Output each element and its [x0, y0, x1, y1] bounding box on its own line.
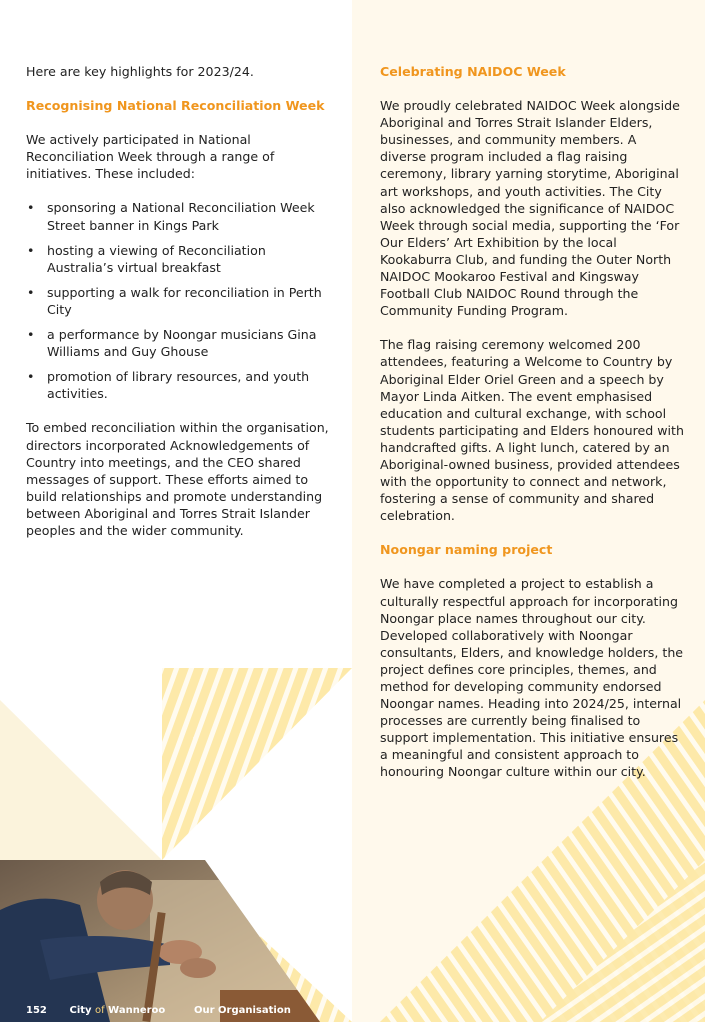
section-name: Our Organisation [194, 1005, 291, 1016]
org-name [69, 1005, 165, 1016]
footer [26, 1005, 291, 1016]
list-item-text: promotion of library resources, and youth activities. [47, 369, 310, 402]
list-item-text: a performance by Noongar musicians Gina Williams and Guy Ghouse [47, 327, 317, 360]
bullet-icon: • [27, 200, 35, 216]
naidoc-paragraph-2: The flag raising ceremony welcomed 200 attendees, featuring a Welcome to Country by Aboriginal Elder Oriel Green and a speech by Mayor Linda Aitken. The event emphasised education and cultural exchange, with school students participating and Elders honoured with handcrafted gifts. A light lunch, catered by an Aboriginal-owned business, provided attendees with the opportunity to connect and network, fostering a sense of community and shared celebration. [380, 337, 684, 524]
right-column [380, 63, 685, 798]
bullet-icon: • [27, 284, 35, 300]
reconciliation-heading: Recognising National Reconciliation Week [26, 98, 325, 114]
list-item [26, 199, 332, 233]
bullet-icon: • [27, 369, 35, 385]
naidoc-heading: Celebrating NAIDOC Week [380, 64, 566, 79]
org-of: of [95, 1005, 105, 1016]
bullet-icon: • [27, 327, 35, 343]
list-item [26, 326, 332, 360]
list-item [26, 368, 332, 402]
embed-paragraph: To embed reconciliation within the organisation, directors incorporated Acknowledgements of Country into meetings, and the CEO shared messages of support. These efforts aimed to build relationships and promote understanding between Aboriginal and Torres Strait Islander peoples and the wider community. [26, 420, 329, 538]
noongar-paragraph: We have completed a project to establish a culturally respectful approach for incorporating Noongar place names throughout our city. Developed collaboratively with Noongar consultants, Elders, and knowledge holders, the project defines core principles, themes, and method for developing community endorsed Noongar names. Heading into 2024/25, internal processes are currently being finalised to support implementation. This initiative ensures a meaningful and consistent approach to honouring Noongar culture within our city. [380, 576, 684, 780]
org-wanneroo: Wanneroo [108, 1005, 166, 1016]
intro-text: Here are key highlights for 2023/24. [26, 64, 254, 79]
list-item-text: hosting a viewing of Reconciliation Australia’s virtual breakfast [47, 242, 266, 275]
list-item-text: sponsoring a National Reconciliation Week Street banner in Kings Park [47, 200, 315, 233]
page-number: 152 [26, 1005, 47, 1016]
list-item [26, 284, 332, 318]
list-item [26, 242, 332, 276]
naidoc-paragraph-1: We proudly celebrated NAIDOC Week alongside Aboriginal and Torres Strait Islander Elders, businesses, and community members. A diverse program included a flag raising ceremony, library yarning storytime, Aboriginal art workshops, and youth activities. The City also acknowledged the significance of NAIDOC Week through social media, supporting the ‘For Our Elders’ Art Exhibition by the local Kookaburra Club, and funding the Outer North NAIDOC Mookaroo Festival and Kingsway Football Club NAIDOC Round through the Community Funding Program. [380, 98, 680, 319]
reconciliation-intro: We actively participated in National Reconciliation Week through a range of initiatives. These included: [26, 132, 275, 182]
list-item-text: supporting a walk for reconciliation in Perth City [47, 284, 322, 317]
org-city: City [69, 1005, 92, 1016]
photo-person-hands-crafting-wood [0, 860, 320, 1022]
noongar-heading: Noongar naming project [380, 542, 553, 558]
left-column [26, 63, 332, 556]
reconciliation-list [26, 199, 332, 402]
bullet-icon: • [27, 242, 35, 258]
